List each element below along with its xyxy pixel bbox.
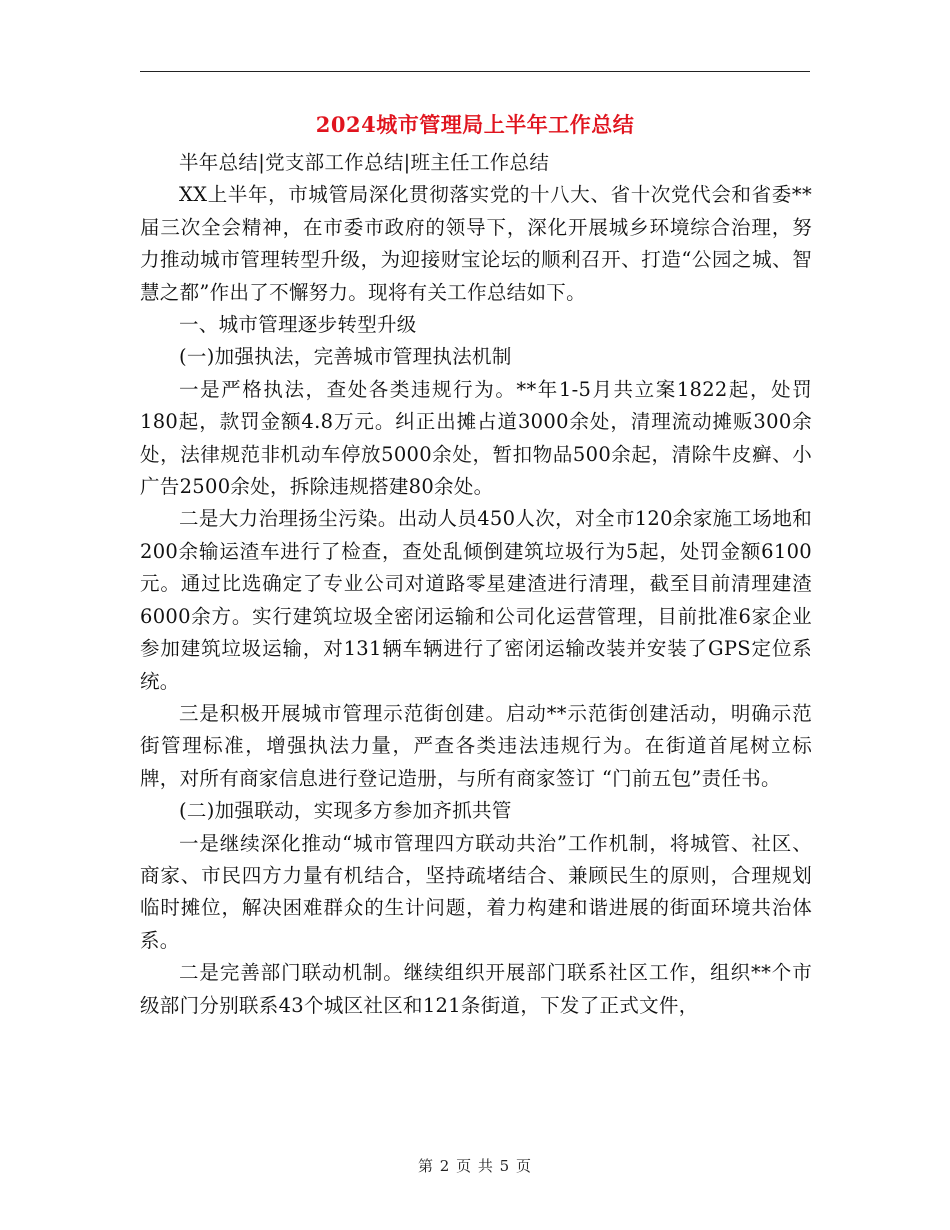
paragraph: XX上半年，市城管局深化贯彻落实党的十八大、省十次党代会和省委**届三次全会精神，在市委市政府的领导下，深化开展城乡环境综合治理，努力推动城市管理转型升级，为迎接财宝论坛的顺利召开、打造“公园之城、智慧之都”作出了不懈努力。现将有关工作总结如下。 bbox=[140, 183, 812, 304]
paragraph: 半年总结|党支部工作总结|班主任工作总结 bbox=[179, 151, 550, 174]
paragraph: 一是严格执法，查处各类违规行为。**年1-5月共立案1822起，处罚180起，款罚金额4.8万元。纠正出摊占道3000余处，清理流动摊贩300余处，法律规范非机动车停放5000余处，暂扣物品500余起，清除牛皮癣、小广告2500余处，拆除违规搭建80余处。 bbox=[140, 377, 812, 499]
paragraph: 一是继续深化推动“城市管理四方联动共治”工作机制，将城管、社区、商家、市民四方力量有机结合，坚持疏堵结合、兼顾民生的原则，合理规划临时摊位，解决困难群众的生计问题，着力构建和谐进展的街面环境共治体系。 bbox=[140, 831, 812, 952]
paragraph: 三是积极开展城市管理示范街创建。启动**示范街创建活动，明确示范街管理标准，增强执法力量，严查各类违法违规行为。在街道首尾树立标牌，对所有商家信息进行登记造册，与所有商家签订 “门前五包”责任书。 bbox=[140, 701, 812, 790]
document-title: 2024城市管理局上半年工作总结 bbox=[315, 112, 635, 137]
subsection-heading: (一)加强执法，完善城市管理执法机制 bbox=[179, 345, 512, 369]
subsection-heading: (二)加强联动，实现多方参加齐抓共管 bbox=[179, 799, 512, 823]
header-rule bbox=[140, 71, 810, 72]
section-heading: 一、城市管理逐步转型升级 bbox=[179, 313, 417, 337]
paragraph: 二是完善部门联动机制。继续组织开展部门联系社区工作，组织**个市级部门分别联系43个城区社区和121条街道，下发了正式文件， bbox=[140, 961, 812, 1017]
document-body bbox=[140, 147, 812, 1022]
page-footer: 第 2 页 共 5 页 bbox=[418, 1157, 532, 1175]
paragraph: 二是大力治理扬尘污染。出动人员450人次，对全市120余家施工场地和200余输运渣车进行了检查，查处乱倾倒建筑垃圾行为5起，处罚金额6100元。通过比选确定了专业公司对道路零星建渣进行清理，截至目前清理建渣6000余方。实行建筑垃圾全密闭运输和公司化运营管理，目前批准6家企业参加建筑垃圾运输，对131辆车辆进行了密闭运输改装并安装了GPS定位系统。 bbox=[140, 507, 812, 693]
